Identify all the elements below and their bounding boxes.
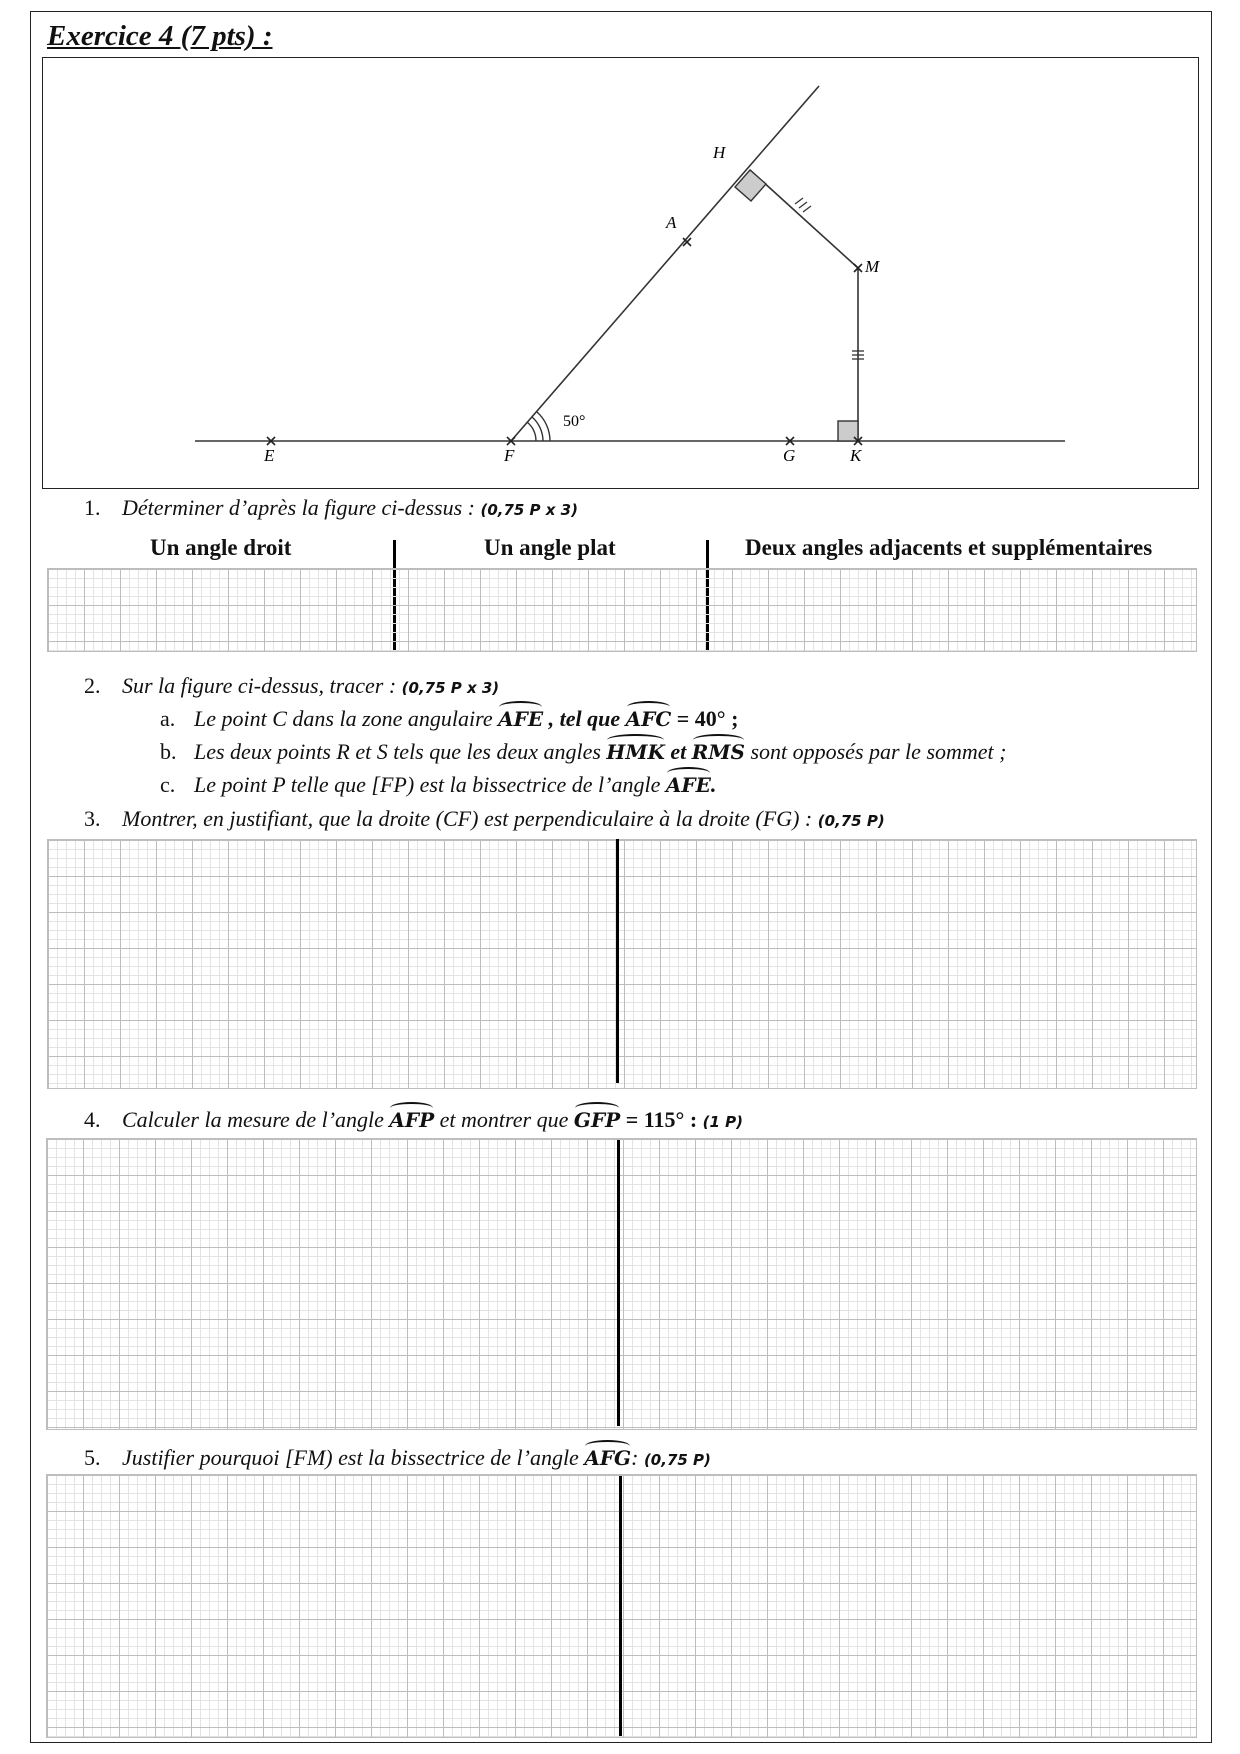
col-header-right-angle: Un angle droit [150,535,292,560]
label-f: F [504,446,515,465]
question-2c-text: Le point P telle que [FP) est la bissectrice de l’angle [194,772,661,797]
question-2b [160,739,1006,765]
ray-fa [511,86,819,441]
question-2b-text: Les deux points R et S tels que les deux angles [194,739,601,764]
divider-q3 [616,839,619,1083]
question-2b-text-2: et [670,739,687,764]
divider-q4 [617,1140,620,1426]
right-angle-h [735,170,766,201]
question-2c-letter: c. [160,772,176,797]
angle-afe-2: AFE [665,773,711,797]
question-2-points: (0,75 P x 3) [401,679,500,697]
question-1-number: 1. [84,495,101,520]
question-2-text: Sur la figure ci-dessus, tracer : [122,673,397,698]
label-angle-50: 50° [563,413,586,430]
question-2b-text-3: sont opposés par le sommet ; [750,739,1007,764]
answer-grid-q4[interactable] [46,1138,1197,1430]
angle-rms: RMS [691,740,745,764]
angle-afe: AFE [498,707,544,731]
question-2a [160,706,738,732]
col-header-adjacent-supplementary: Deux angles adjacents et supplémentaires [745,535,1153,560]
angle-arc-1 [527,422,536,441]
question-5-number: 5. [84,1445,101,1470]
figure-box [42,57,1199,489]
question-4-number: 4. [84,1107,101,1132]
question-2c-text-2: . [710,772,717,797]
question-2a-value: = 40° ; [676,706,739,731]
label-k: K [850,446,862,465]
question-1-text: Déterminer d’après la figure ci-dessus : [122,495,475,520]
question-2-number: 2. [84,673,101,698]
question-2a-text-2: , tel que [548,706,621,731]
angle-afp: AFP [389,1108,435,1132]
geometry-figure [43,58,1198,488]
question-4-text-2: et montrer que [439,1107,569,1132]
question-5-text: Justifier pourquoi [FM) est la bissectrice de l’angle [122,1445,579,1470]
label-m: M [865,257,880,276]
question-5-text-2: : [631,1445,639,1470]
question-4 [84,1107,743,1133]
angle-gfp: GFP [573,1108,621,1132]
question-2b-letter: b. [160,739,177,764]
question-1 [84,495,578,521]
question-2a-letter: a. [160,706,176,731]
question-3-text: Montrer, en justifiant, que la droite (CF) est perpendiculaire à la droite (FG) : [122,806,813,831]
answer-grid-q1[interactable] [47,568,1197,652]
question-4-value: = 115° : [625,1107,698,1132]
label-g: G [783,446,796,465]
angle-afg: AFG [584,1446,632,1470]
question-4-points: (1 P) [702,1113,744,1131]
question-3-number: 3. [84,806,101,831]
label-h: H [713,143,726,162]
question-3-points: (0,75 P) [817,812,885,830]
ticks-hm [795,198,811,212]
angle-hmk: HMK [606,740,665,764]
question-3 [84,806,885,832]
question-5-points: (0,75 P) [643,1451,711,1469]
question-4-text: Calculer la mesure de l’angle [122,1107,384,1132]
col-header-flat-angle: Un angle plat [484,535,616,560]
label-e: E [264,446,275,465]
angle-afc: AFC [625,707,672,731]
answer-grid-q3[interactable] [47,839,1197,1089]
divider-q5 [619,1476,622,1736]
exercise-title: Exercice 4 (7 pts) : [47,20,273,52]
label-a: A [666,213,677,232]
question-2a-text: Le point C dans la zone angulaire [194,706,493,731]
question-2 [84,673,499,699]
question-5 [84,1445,711,1471]
question-2c [160,772,716,798]
question-1-points: (0,75 P x 3) [480,501,578,519]
